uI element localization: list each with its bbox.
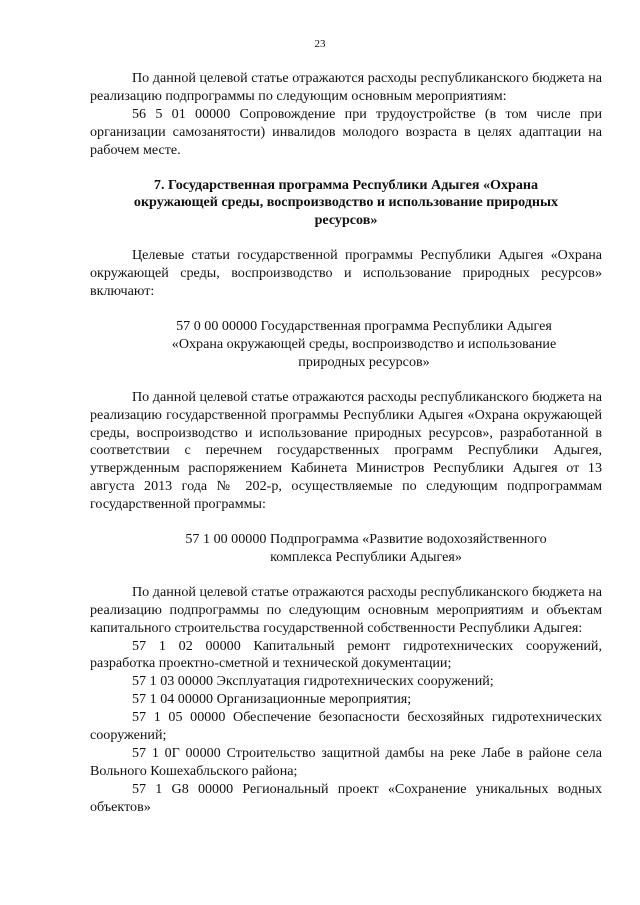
paragraph: По данной целевой статье отражаются расходы республиканского бюджета на реализацию подпрограммы по следующим основным мероприятиям: <box>90 70 602 104</box>
paragraph: 56 5 01 00000 Сопровождение при трудоустройстве (в том числе при организации самозанятости) инвалидов молодого возраста в целях адаптации на рабочем месте. <box>90 105 602 158</box>
list-item: 57 1 G8 00000 Региональный проект «Сохранение уникальных водных объектов» <box>90 780 602 815</box>
list-item: 57 1 05 00000 Обеспечение безопасности бесхозяйных гидротехнических сооружений; <box>90 709 602 744</box>
paragraph: Целевые статьи государственной программы Республики Адыгея «Охрана окружающей среды, воспроизводство и использование природных ресурсов» включают: <box>90 247 602 300</box>
list-item: 57 1 03 00000 Эксплуатация гидротехнических сооружений; <box>132 673 494 690</box>
document-body <box>90 70 602 817</box>
list-item: 57 1 04 00000 Организационные мероприятия; <box>132 691 412 708</box>
list-item: 57 1 0Г 00000 Строительство защитной дамбы на реке Лабе в районе села Вольного Кошехабльского района; <box>90 745 602 779</box>
subprogram-title: 57 1 00 00000 Подпрограмма «Развитие водохозяйственного комплекса Республики Адыгея» <box>185 531 547 565</box>
program-title: 57 0 00 00000 Государственная программа Республики Адыгея «Охрана окружающей среды, воспроизводство и использование природных ресурсов» <box>171 317 557 370</box>
paragraph: По данной целевой статье отражаются расходы республиканского бюджета на реализацию подпрограммы по следующим основным мероприятиям и объектам капитального строительства государственной собственности Республики Адыгея: <box>90 583 602 636</box>
section-heading: 7. Государственная программа Республики Адыгея «Охрана окружающей среды, воспроизводство и использование природных ресурсов» <box>133 176 559 229</box>
page-number: 23 <box>314 38 326 50</box>
paragraph: По данной целевой статье отражаются расходы республиканского бюджета на реализацию государственной программы Республики Адыгея «Охрана окружающей среды, воспроизводство и использование природных ресурсов», разработанной в соответствии с перечнем государственных программ Республики Адыгея, утвержденным распоряжением Кабинета Министров Республики Адыгея от 13 августа 2013 года № 202-р, осуществляемые по следующим подпрограммам государственной программы: <box>90 388 602 513</box>
list-item: 57 1 02 00000 Капитальный ремонт гидротехнических сооружений, разработка проектно-сметной и технической документации; <box>90 637 602 672</box>
